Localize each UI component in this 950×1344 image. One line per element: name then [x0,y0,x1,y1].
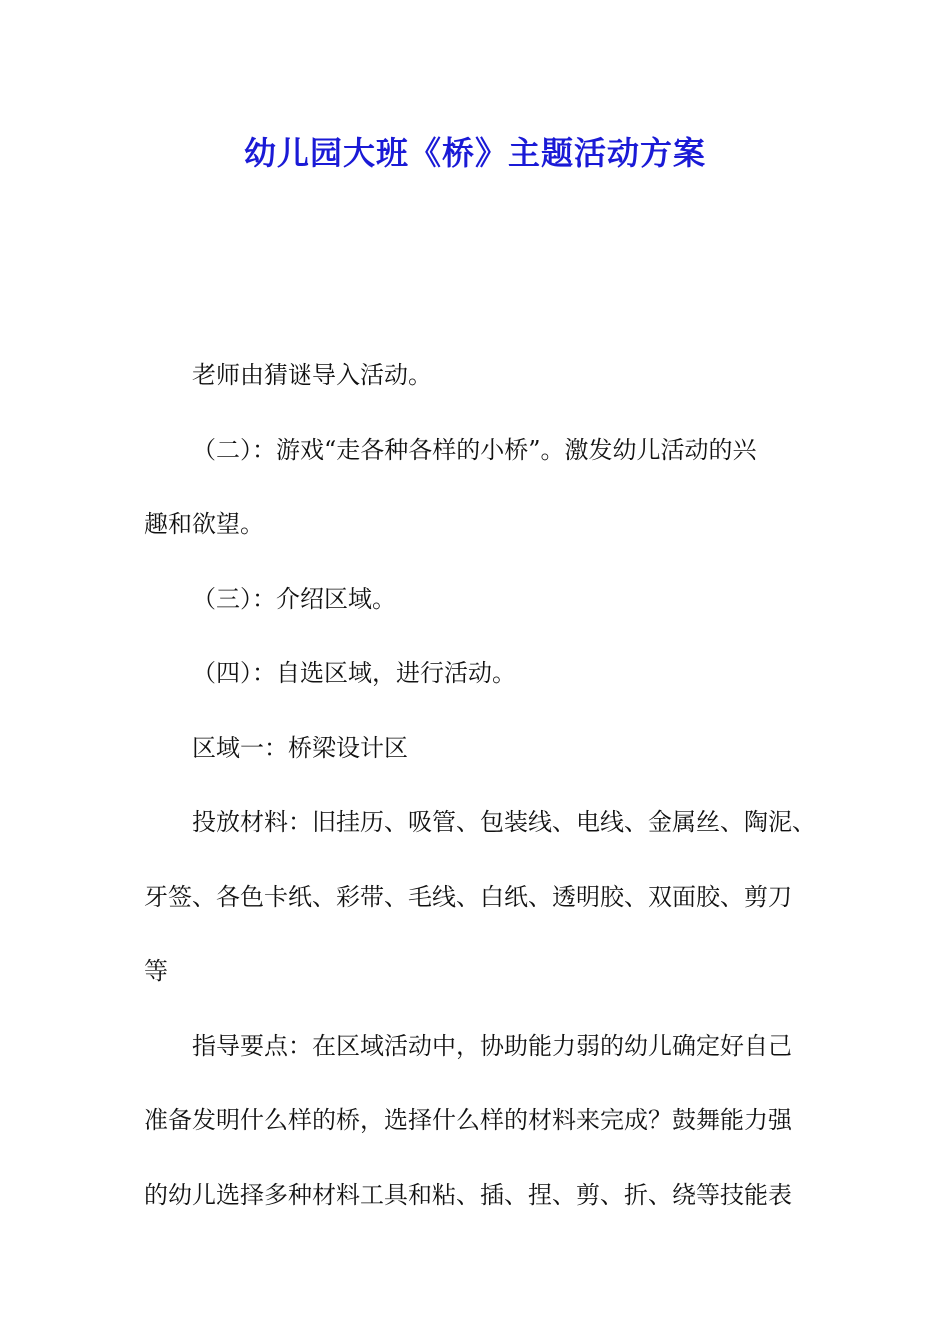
paragraph-guidance: 指导要点：在区域活动中，协助能力弱的幼儿确定好自己 准备发明什么样的桥，选择什么样的材料来完成？鼓舞能力强 的幼儿选择多种材料工具和粘、插、捏、剪、折、绕等技能表 [144,1031,792,1209]
paragraph-step-3: （三）：介绍区域。 [192,584,396,613]
paragraph-step-4: （四）：自选区域，进行活动。 [192,659,516,687]
paragraph-area-1: 区域一：桥梁设计区 [192,733,408,762]
paragraph-intro: 老师由猜谜导入活动。 [192,361,432,389]
paragraph-step-2: （二）：游戏“走各种各样的小桥”。激发幼儿活动的兴 趣和欲望。 [144,435,757,538]
document-title: 幼儿园大班《桥》主题活动方案 [243,134,706,172]
document-body [144,338,834,1232]
paragraph-materials: 投放材料：旧挂历、吸管、包装线、电线、金属丝、陶泥、 牙签、各色卡纸、彩带、毛线、白纸、透明胶、双面胶、剪刀 等 [144,808,816,985]
